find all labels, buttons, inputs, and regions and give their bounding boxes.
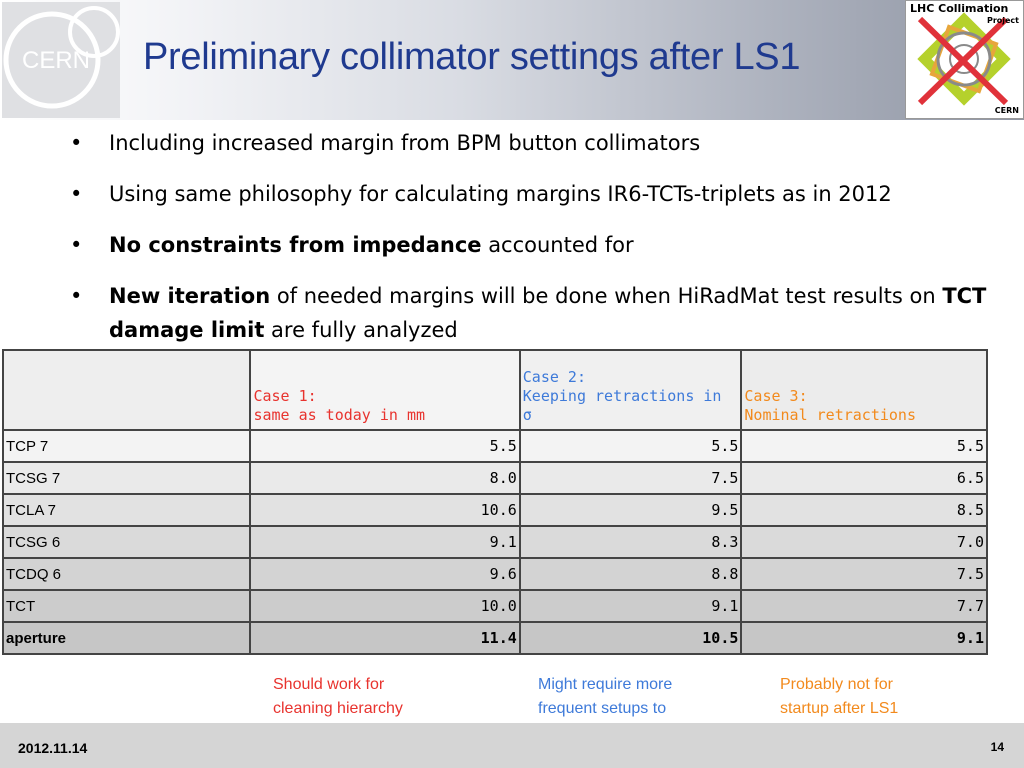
bullet-item bbox=[70, 126, 1020, 160]
bullet-text: Including increased margin from BPM button collimators bbox=[109, 131, 701, 155]
bullet-item bbox=[70, 177, 1020, 211]
bullet-bold-text: TCT damage limit bbox=[109, 284, 987, 342]
row-label: TCSG 7 bbox=[3, 462, 250, 494]
header-line: Case 2: bbox=[522, 368, 586, 386]
page-number: 14 bbox=[990, 740, 1004, 754]
note-line: Might require more bbox=[538, 676, 673, 693]
bullet-text: accounted for bbox=[481, 233, 634, 257]
value-cell: 8.8 bbox=[520, 558, 742, 590]
table-header-case3 bbox=[741, 350, 987, 430]
collimator-settings-table bbox=[2, 349, 988, 655]
value-cell: 8.5 bbox=[741, 494, 987, 526]
value-cell: 6.5 bbox=[741, 462, 987, 494]
bullet-item bbox=[70, 228, 1020, 262]
footer-date: 2012.11.14 bbox=[18, 740, 88, 756]
row-label: TCLA 7 bbox=[3, 494, 250, 526]
header-line: same as today in mm bbox=[253, 406, 426, 424]
value-cell: 10.5 bbox=[520, 622, 742, 654]
note-case1 bbox=[273, 673, 403, 721]
bullet-item bbox=[70, 279, 1020, 347]
value-cell: 7.5 bbox=[741, 558, 987, 590]
value-cell: 9.6 bbox=[250, 558, 519, 590]
value-cell: 8.0 bbox=[250, 462, 519, 494]
lhc-logo-title: LHC Collimation bbox=[910, 2, 1009, 15]
value-cell: 5.5 bbox=[250, 430, 519, 462]
note-line: frequent setups to bbox=[538, 700, 667, 717]
table-row bbox=[3, 590, 987, 622]
value-cell: 10.6 bbox=[250, 494, 519, 526]
note-line: cleaning hierarchy bbox=[273, 700, 403, 717]
bullet-text: Using same philosophy for calculating margins IR6-TCTs-triplets as in 2012 bbox=[109, 182, 892, 206]
value-cell: 9.1 bbox=[741, 622, 987, 654]
cern-logo bbox=[2, 2, 120, 118]
cern-logo-text: CERN bbox=[22, 47, 91, 74]
note-line: startup after LS1 bbox=[780, 700, 899, 717]
table-row bbox=[3, 558, 987, 590]
value-cell: 11.4 bbox=[250, 622, 519, 654]
note-line: Should work for bbox=[273, 676, 385, 693]
table-header-case2 bbox=[520, 350, 742, 430]
value-cell: 9.1 bbox=[520, 590, 742, 622]
table-header-row bbox=[3, 350, 987, 430]
row-label: aperture bbox=[3, 622, 250, 654]
row-label: TCT bbox=[3, 590, 250, 622]
table-row bbox=[3, 526, 987, 558]
row-label: TCSG 6 bbox=[3, 526, 250, 558]
lhc-logo-cern: CERN bbox=[994, 106, 1019, 115]
value-cell: 7.7 bbox=[741, 590, 987, 622]
table-row bbox=[3, 462, 987, 494]
bullet-bold-text: No constraints from impedance bbox=[109, 233, 482, 257]
row-label: TCP 7 bbox=[3, 430, 250, 462]
table-row bbox=[3, 430, 987, 462]
lhc-logo-subtitle: Project bbox=[986, 16, 1019, 25]
bullet-text: are fully analyzed bbox=[264, 318, 458, 342]
value-cell: 8.3 bbox=[520, 526, 742, 558]
slide-title: Preliminary collimator settings after LS1 bbox=[143, 36, 801, 78]
value-cell: 9.5 bbox=[520, 494, 742, 526]
value-cell: 5.5 bbox=[520, 430, 742, 462]
value-cell: 10.0 bbox=[250, 590, 519, 622]
bullet-text: of needed margins will be done when HiRadMat test results on bbox=[270, 284, 943, 308]
lhc-collimation-logo bbox=[905, 0, 1024, 119]
value-cell: 7.0 bbox=[741, 526, 987, 558]
value-cell: 9.1 bbox=[250, 526, 519, 558]
note-case3 bbox=[780, 673, 898, 721]
header-line: Nominal retractions bbox=[744, 406, 916, 424]
slide-footer bbox=[0, 723, 1024, 768]
table-row bbox=[3, 494, 987, 526]
table-row bbox=[3, 622, 987, 654]
table-header-empty bbox=[3, 350, 250, 430]
row-label: TCDQ 6 bbox=[3, 558, 250, 590]
note-line: Probably not for bbox=[780, 676, 893, 693]
header-line: Case 3: bbox=[744, 387, 808, 405]
value-cell: 5.5 bbox=[741, 430, 987, 462]
bullet-list bbox=[70, 126, 1020, 364]
value-cell: 7.5 bbox=[520, 462, 742, 494]
header-line: Case 1: bbox=[253, 387, 317, 405]
table-header-case1 bbox=[250, 350, 519, 430]
header-line: Keeping retractions in σ bbox=[522, 387, 722, 424]
bullet-bold-text: New iteration bbox=[109, 284, 271, 308]
slide-header bbox=[0, 0, 1024, 120]
